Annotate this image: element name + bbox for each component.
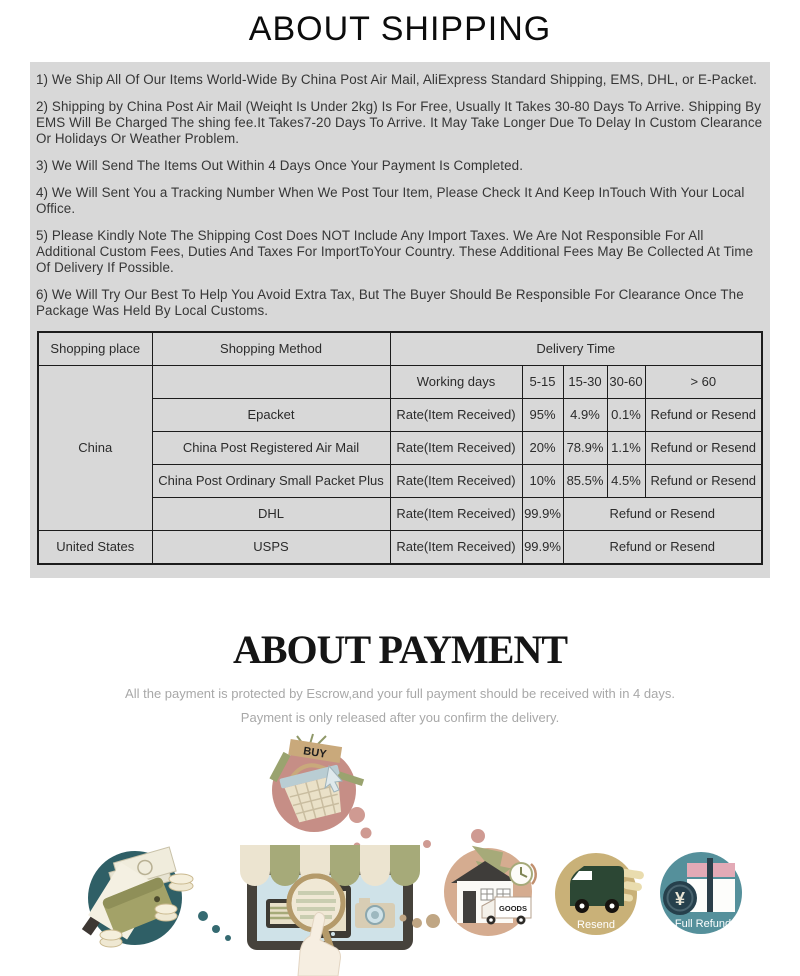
- rate-label: Rate(Item Received): [390, 399, 522, 432]
- wallet-money-icon: [82, 847, 231, 947]
- rate-value: 85.5%: [563, 465, 607, 498]
- payment-subtitle-line2: Payment is only released after you confirm the delivery.: [240, 710, 560, 725]
- method-china-post-ordinary: China Post Ordinary Small Packet Plus: [152, 465, 390, 498]
- col-header-delivery: Delivery Time: [390, 332, 762, 366]
- rate-value: 4.5%: [607, 465, 645, 498]
- goods-label: GOODS: [499, 904, 527, 913]
- rate-value: 1.1%: [607, 432, 645, 465]
- delivery-house-icon: [444, 846, 536, 936]
- refund-cell: Refund or Resend: [563, 498, 762, 531]
- working-days-label: Working days: [390, 366, 522, 399]
- table-row: [38, 531, 762, 565]
- resend-label: Resend: [577, 919, 615, 931]
- trail-dot: [471, 829, 485, 843]
- shipping-note-2: 2) Shipping by China Post Air Mail (Weiqht Is Under 2kg) Is For Free, Usually It Takes 30-80 Days To Arrive. Shipping By EMS Will Be Charged The shing fee.It Takes7-20 Days To Arrive. It May Take Longer Due To Delay In Custom Clearance Or Holidays Or Weather Problem.: [36, 99, 763, 146]
- buy-basket-icon: [269, 734, 371, 850]
- full-refund-icon: [660, 852, 742, 934]
- rate-value: 10%: [522, 465, 563, 498]
- shipping-notes-panel: [30, 62, 770, 578]
- full-refund-label: Full Refund: [674, 918, 732, 930]
- table-row: [38, 332, 762, 366]
- place-united-states: United States: [38, 531, 152, 565]
- trail-dot: [225, 935, 231, 941]
- shipping-section-title: ABOUT SHIPPING: [248, 10, 552, 48]
- refund-cell: Refund or Resend: [563, 531, 762, 565]
- rate-value: 78.9%: [563, 432, 607, 465]
- trail-dot: [423, 840, 431, 848]
- method-china-post-registered: China Post Registered Air Mail: [152, 432, 390, 465]
- payment-subtitle: [0, 682, 800, 730]
- col-header-place: Shopping place: [38, 332, 152, 366]
- trail-dot: [412, 918, 422, 928]
- method-dhl: DHL: [152, 498, 390, 531]
- shipping-note-1: 1) We Ship All Of Our Items World-Wide By China Post Air Mail, AliExpress Standard Shipping, EMS, DHL, or E-Packet.: [36, 72, 757, 87]
- empty-cell: [152, 366, 390, 399]
- table-row: [38, 366, 762, 399]
- payment-section-title: ABOUT PAYMENT: [232, 627, 568, 672]
- range-5-15: 5-15: [522, 366, 563, 399]
- clock-icon: [510, 863, 536, 885]
- range-gt-60: > 60: [645, 366, 762, 399]
- payment-subtitle-line1: All the payment is protected by Escrow,and your full payment should be received with in 4 days.: [125, 686, 675, 701]
- method-usps: USPS: [152, 531, 390, 565]
- rate-label: Rate(Item Received): [390, 498, 522, 531]
- trail-dot: [361, 828, 372, 839]
- rate-label: Rate(Item Received): [390, 465, 522, 498]
- shipping-note-3: 3) We Will Send The Items Out Within 4 Days Once Your Payment Is Completed.: [36, 158, 524, 173]
- place-china: China: [38, 366, 152, 531]
- shipping-note-4: 4) We Will Sent You a Tracking Number When We Post Tour Item, Please Check It And Keep InTouch With Your Local Office.: [36, 185, 745, 216]
- trail-dot: [426, 914, 440, 928]
- resend-truck-icon: [555, 853, 644, 935]
- rate-value: 4.9%: [563, 399, 607, 432]
- rate-value: 0.1%: [607, 399, 645, 432]
- range-15-30: 15-30: [563, 366, 607, 399]
- rate-value: 99.9%: [522, 531, 563, 565]
- shipping-note-6: 6) We Will Try Our Best To Help You Avoid Extra Tax, But The Buyer Should Be Responsible For Clearance Once The Package Was Held By Local Customs.: [36, 287, 744, 318]
- trail-dot: [212, 925, 220, 933]
- trail-dot: [198, 911, 208, 921]
- payment-process-illustration: [0, 730, 800, 976]
- shipping-note-5: 5) Please Kindly Note The Shipping Cost Does NOT Include Any Import Taxes. We Are Not Responsible For All Additional Custom Fees, Duties And Taxes For ImportToYour Country. These Additional Fees May Be Collected At Time Of Delivery If Possible.: [36, 228, 754, 275]
- shipping-table: [37, 331, 763, 565]
- trail-dot: [400, 915, 407, 922]
- rate-value: 95%: [522, 399, 563, 432]
- rate-label: Rate(Item Received): [390, 432, 522, 465]
- method-epacket: Epacket: [152, 399, 390, 432]
- range-30-60: 30-60: [607, 366, 645, 399]
- rate-value: 99.9%: [522, 498, 563, 531]
- rate-label: Rate(Item Received): [390, 531, 522, 565]
- buy-label: BUY: [302, 745, 328, 761]
- refund-cell: Refund or Resend: [645, 399, 762, 432]
- yen-symbol: ¥: [674, 889, 686, 909]
- refund-cell: Refund or Resend: [645, 465, 762, 498]
- rate-value: 20%: [522, 432, 563, 465]
- yen-badge: [663, 881, 697, 915]
- col-header-method: Shopping Method: [152, 332, 390, 366]
- refund-cell: Refund or Resend: [645, 432, 762, 465]
- trail-dot: [349, 807, 365, 823]
